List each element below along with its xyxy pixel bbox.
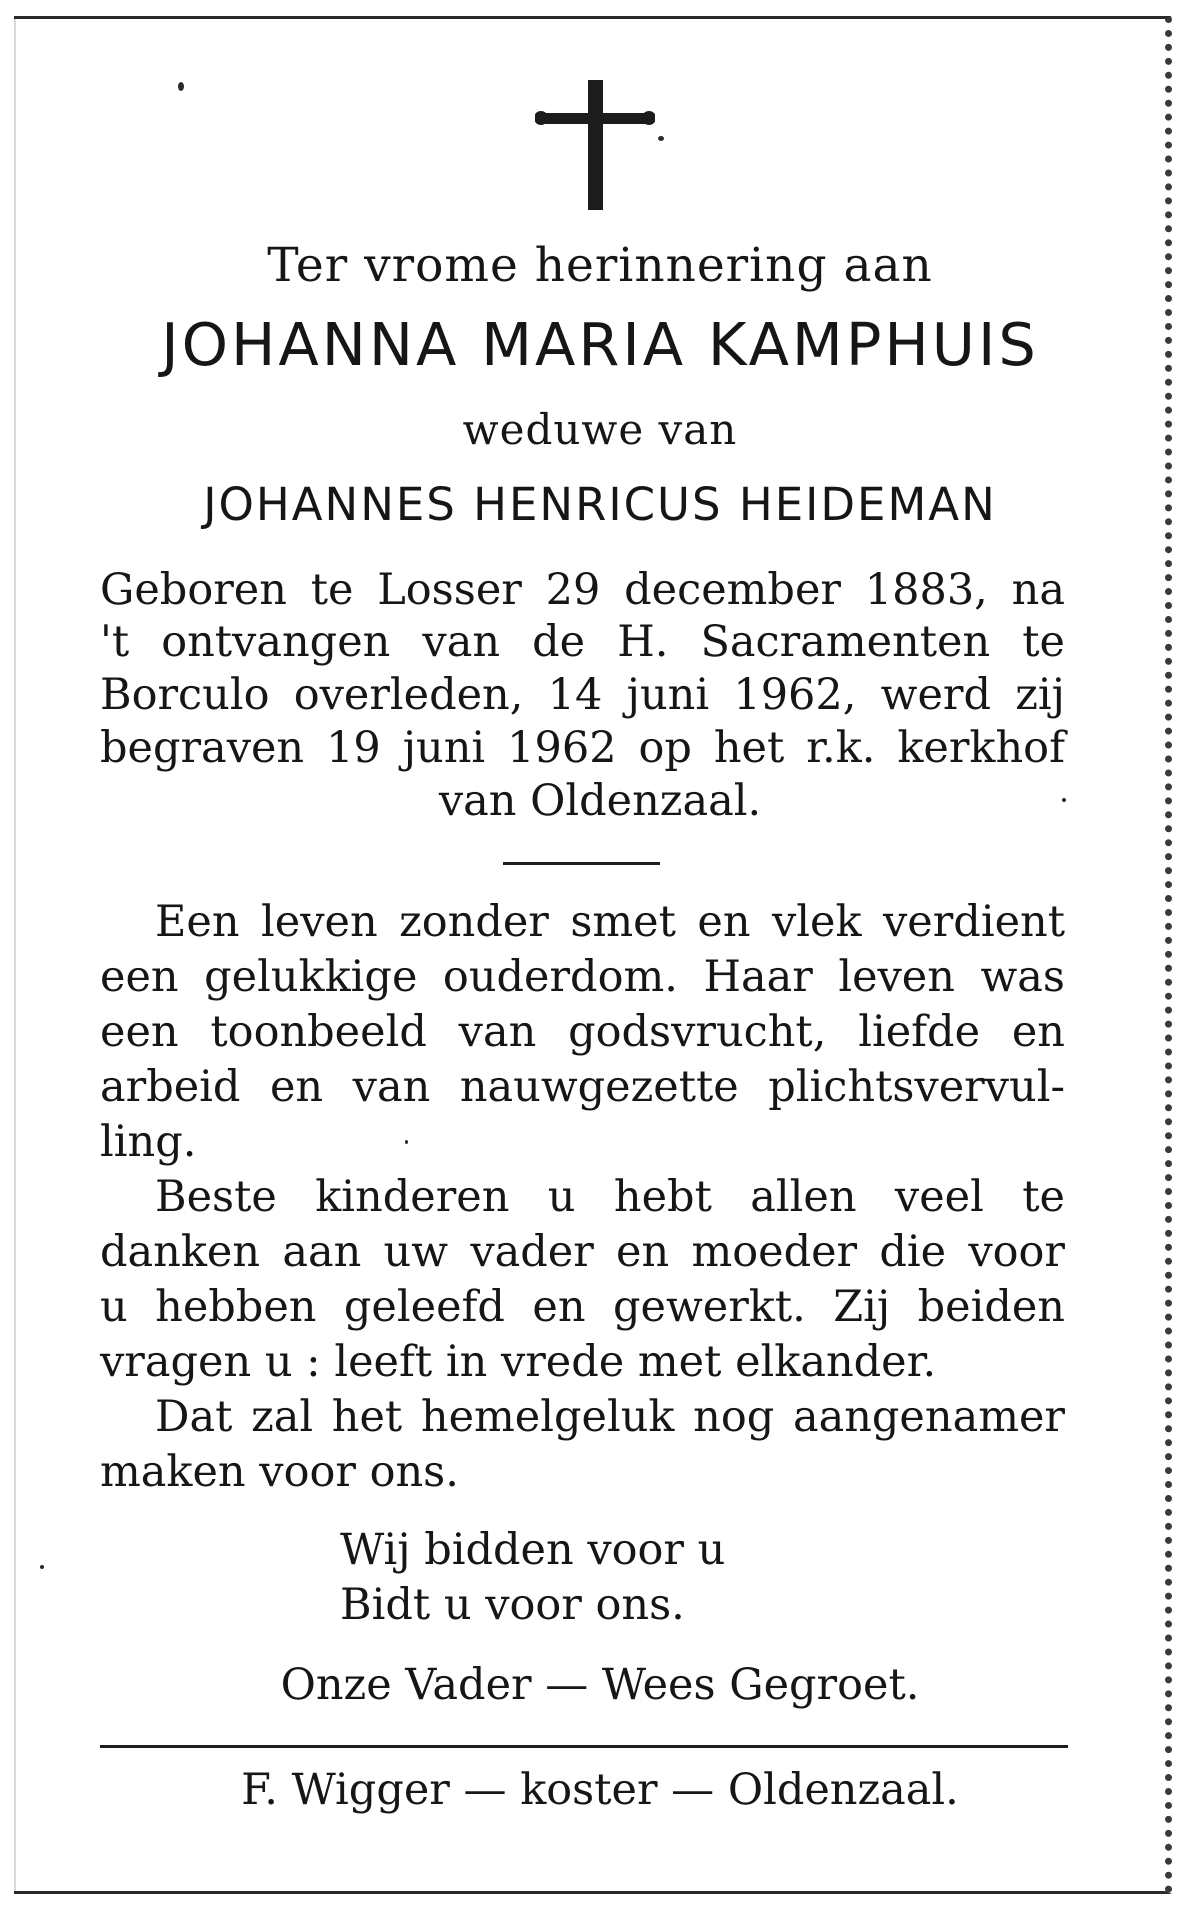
- heaven-line: maken voor ons.: [100, 1447, 459, 1497]
- prayer-line: Wij bidden voor u: [340, 1525, 726, 1575]
- spouse-name: JOHANNES HENRICUS HEIDEMAN: [203, 478, 997, 531]
- bio-line: Borculo overleden, 14 juni 1962, werd zij: [100, 670, 1065, 720]
- print-speck: [178, 82, 184, 91]
- prayer-line: Bidt u voor ons.: [340, 1580, 685, 1630]
- tribute-line: ling.: [100, 1117, 197, 1167]
- printer-credit: F. Wigger — koster — Oldenzaal.: [241, 1765, 959, 1815]
- deceased-name: JOHANNA MARIA KAMPHUIS: [161, 310, 1039, 379]
- print-speck: [658, 136, 664, 141]
- bio-line: 't ontvangen van de H. Sacramenten te: [100, 617, 1065, 667]
- intro-text: Ter vrome herinnering aan: [267, 238, 933, 293]
- children-line: Beste kinderen u hebt allen veel te: [155, 1172, 1065, 1222]
- relation-text: weduwe van: [462, 405, 738, 454]
- print-speck: [40, 1565, 44, 1569]
- tribute-line: een gelukkige ouderdom. Haar leven was: [100, 952, 1065, 1002]
- children-line: danken aan uw vader en moeder die voor: [100, 1227, 1065, 1277]
- separator-short: [503, 862, 660, 865]
- bio-line: Geboren te Losser 29 december 1883, na: [100, 565, 1065, 615]
- children-line: u hebben geleefd en gewerkt. Zij beiden: [100, 1282, 1065, 1332]
- children-line: vragen u : leeft in vrede met elkander.: [100, 1337, 937, 1387]
- heaven-line: Dat zal het hemelgeluk nog aangenamer: [155, 1392, 1065, 1442]
- tribute-line: een toonbeeld van godsvrucht, liefde en: [100, 1007, 1065, 1057]
- bio-line: begraven 19 juni 1962 op het r.k. kerkhof: [100, 723, 1065, 773]
- cross-icon: [535, 80, 655, 210]
- prayers-named: Onze Vader — Wees Gegroet.: [280, 1660, 920, 1710]
- tribute-line: Een leven zonder smet en vlek verdient: [155, 897, 1065, 947]
- separator-long: [100, 1745, 1068, 1748]
- bio-line: van Oldenzaal.: [438, 776, 762, 826]
- tribute-line: arbeid en van nauwgezette plichtsvervul-: [100, 1062, 1065, 1112]
